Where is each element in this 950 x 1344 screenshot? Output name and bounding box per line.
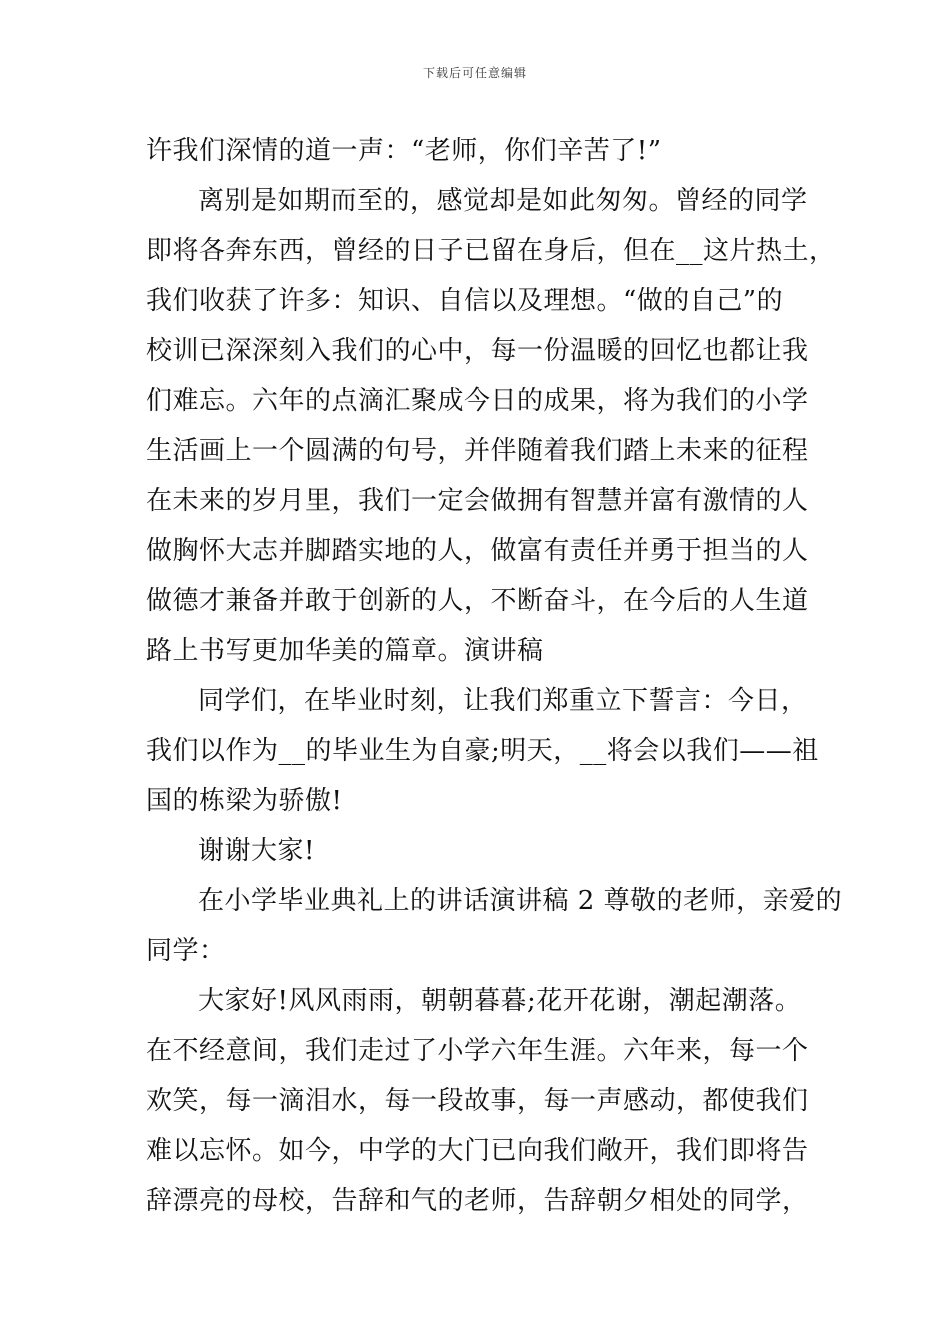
text-line: 离别是如期而至的，感觉却是如此匆匆。曾经的同学 (198, 186, 808, 216)
text-line: 在不经意间，我们走过了小学六年生涯。六年来，每一个 (146, 1036, 809, 1066)
text-line: 做德才兼备并敢于创新的人，不断奋斗，在今后的人生道 (146, 586, 809, 616)
text-line: 同学们，在毕业时刻，让我们郑重立下誓言：今日， (198, 686, 808, 716)
page-header: 下载后可任意编辑 (422, 66, 527, 80)
text-line: 在未来的岁月里，我们一定会做拥有智慧并富有激情的人 (146, 486, 809, 516)
text-line: 难以忘怀。如今，中学的大门已向我们敞开，我们即将告 (146, 1136, 809, 1166)
text-line: 们难忘。六年的点滴汇聚成今日的成果，将为我们的小学 (146, 386, 809, 416)
text-line: 大家好!风风雨雨，朝朝暮暮;花开花谢，潮起潮落。 (198, 986, 802, 1016)
text-line: 路上书写更加华美的篇章。演讲稿 (146, 636, 544, 666)
text-line: 校训已深深刻入我们的心中，每一份温暖的回忆也都让我 (146, 336, 809, 366)
document-body (146, 126, 843, 1226)
text-line: 辞漂亮的母校，告辞和气的老师，告辞朝夕相处的同学， (146, 1186, 809, 1216)
text-line: 生活画上一个圆满的句号，并伴随着我们踏上未来的征程 (146, 436, 809, 466)
text-line: 谢谢大家! (198, 836, 315, 866)
text-line: 同学： (146, 936, 226, 966)
text-line: 我们以作为__的毕业生为自豪;明天，__将会以我们——祖 (146, 736, 819, 766)
text-line: 做胸怀大志并脚踏实地的人，做富有责任并勇于担当的人 (146, 536, 809, 566)
text-line: 许我们深情的道一声：“老师，你们辛苦了!” (146, 136, 662, 166)
text-line: 国的栋梁为骄傲! (146, 786, 343, 816)
text-line: 欢笑，每一滴泪水，每一段故事，每一声感动，都使我们 (146, 1086, 809, 1116)
text-line: 我们收获了许多：知识、自信以及理想。“做的自己”的 (146, 286, 784, 316)
text-line: 在小学毕业典礼上的讲话演讲稿 2 尊敬的老师，亲爱的 (198, 886, 843, 916)
text-line: 即将各奔东西，曾经的日子已留在身后，但在__这片热土， (146, 236, 836, 266)
